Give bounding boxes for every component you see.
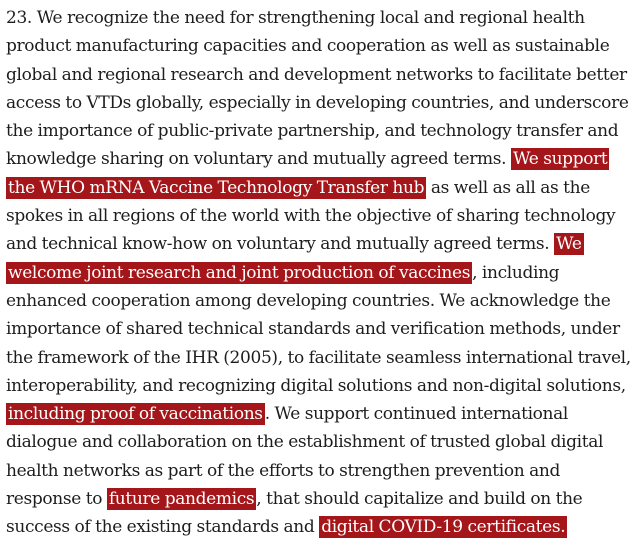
highlight-future-pandemics: future pandemics [108, 489, 255, 510]
highlight-joint-production: We welcome joint research and joint production of vaccines [8, 234, 582, 283]
paragraph-number: 23. [6, 8, 32, 28]
text-segment: We recognize the need for strengthening local and regional health product manufacturing capacities and cooperation as well as sustainable global and regional research and development networks to facilitate better access to VTDs globally, especially in developing countries, and underscore the importance of public-private partnership, and technology transfer and knowledge sharing on voluntary and mutually agreed terms. [6, 8, 629, 170]
highlight-who-mrna-hub: We support the WHO mRNA Vaccine Technology Transfer hub [8, 149, 608, 198]
paragraph-23 [6, 4, 634, 542]
highlight-proof-of-vaccinations: including proof of vaccinations [8, 404, 263, 425]
text-segment: , including enhanced cooperation among developing countries. We acknowledge the importance of shared technical standards and verification methods, under the framework of the IHR (2005), to facilitate seamless international travel, interoperability, and recognizing digital solutions and non-digital solutions, [6, 262, 631, 396]
text-segment: , that should capitalize and build on the success of the existing standards and [6, 489, 583, 538]
text-segment: . We support continued international dialogue and collaboration on the establishment of trusted global digital health networks as part of the efforts to strengthen prevention and response to [6, 404, 604, 510]
highlight-digital-certificates: digital COVID-19 certificates. [321, 517, 566, 538]
text-segment: as well as all as the spokes in all regions of the world with the objective of sharing technology and technical know-how on voluntary and mutually agreed terms. [6, 177, 616, 255]
